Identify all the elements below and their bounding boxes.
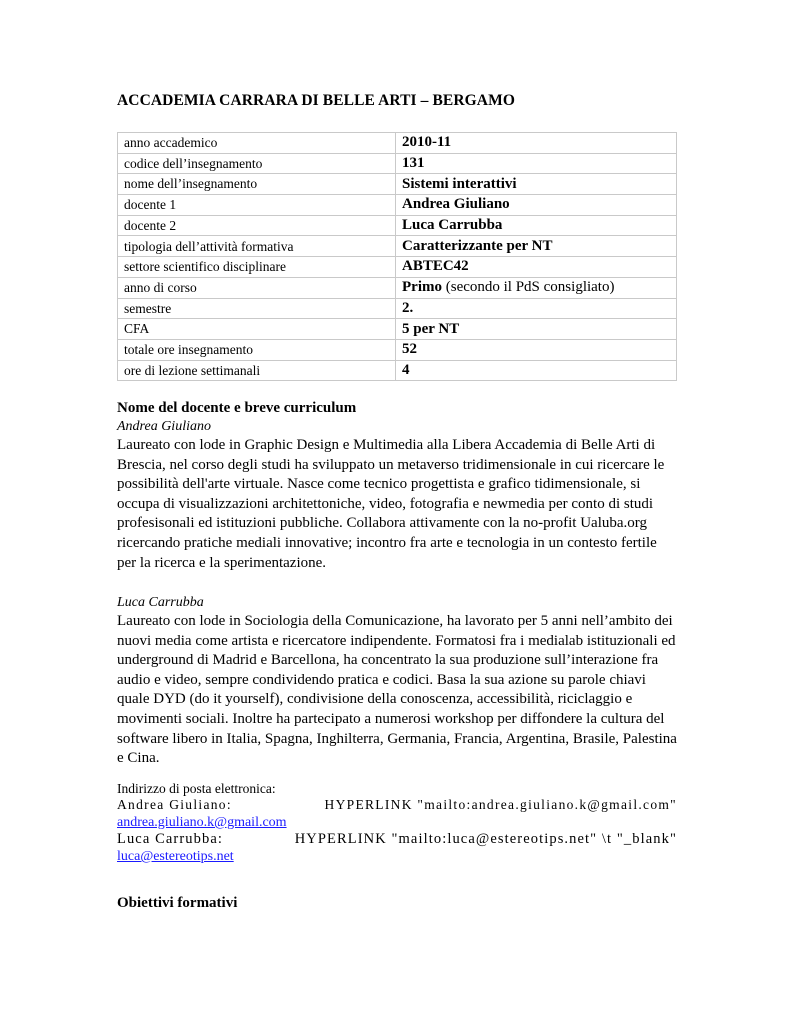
table-row xyxy=(118,174,677,195)
table-row xyxy=(118,215,677,236)
row-label: ore di lezione settimanali xyxy=(118,360,396,381)
table-row xyxy=(118,236,677,257)
row-value-main: Caratterizzante per NT xyxy=(402,237,553,254)
teacher2-section xyxy=(117,593,677,769)
row-label: anno accademico xyxy=(118,133,396,154)
document-title: ACCADEMIA CARRARA DI BELLE ARTI – BERGAMO xyxy=(117,92,515,109)
email-link-luca[interactable]: luca@estereotips.net xyxy=(117,849,234,864)
row-label: totale ore insegnamento xyxy=(118,339,396,360)
email-section xyxy=(117,781,677,865)
curriculum-section xyxy=(117,400,677,573)
row-value-main: 2010-11 xyxy=(402,134,452,151)
row-value xyxy=(396,153,677,174)
table-row xyxy=(118,153,677,174)
table-row xyxy=(118,277,677,298)
table-row xyxy=(118,339,677,360)
row-value-main: 4 xyxy=(402,361,410,378)
email-line-2-name: Luca Carrubba: xyxy=(117,831,223,847)
row-value-main: Primo xyxy=(402,279,442,296)
row-value xyxy=(396,236,677,257)
row-label: docente 1 xyxy=(118,195,396,216)
row-value xyxy=(396,174,677,195)
teacher1-bio: Laureato con lode in Graphic Design e Multimedia alla Libera Accademia di Belle Arti di Brescia, nel corso degli studi ha sviluppato un metaverso tridimensionale in cui ricercare le possibilità dell'arte virtuale. Nasce come tecnico progettista e grafico tidimensionale, si occupa di visualizzazioni architettoniche, video, fotografia e newmedia per conto di studi profesisonali ed istituzioni pubbliche. Collabora attivamente con la no-profit Ualuba.org ricercando pratiche mediali innovative; incontro fra arte e tecnologia in un contesto fertile per la ricerca e la sperimentazione. xyxy=(117,437,665,571)
objectives-heading: Obiettivi formativi xyxy=(117,895,238,911)
row-value xyxy=(396,215,677,236)
document-page xyxy=(117,92,677,911)
table-row xyxy=(118,319,677,340)
row-label: anno di corso xyxy=(118,277,396,298)
row-label: docente 2 xyxy=(118,215,396,236)
row-label: settore scientifico disciplinare xyxy=(118,257,396,278)
row-value xyxy=(396,277,677,298)
row-value xyxy=(396,257,677,278)
row-label: codice dell’insegnamento xyxy=(118,153,396,174)
email-link-andrea[interactable]: andrea.giuliano.k@gmail.com xyxy=(117,815,287,830)
row-value-main: 52 xyxy=(402,341,417,358)
table-row xyxy=(118,195,677,216)
row-value-main: 2. xyxy=(402,299,414,316)
table-row xyxy=(118,257,677,278)
email-line-1 xyxy=(117,797,677,813)
row-label: semestre xyxy=(118,298,396,319)
course-info-table xyxy=(117,132,677,381)
row-value xyxy=(396,339,677,360)
email-line-1-field: HYPERLINK "mailto:andrea.giuliano.k@gmail.com" xyxy=(324,797,677,812)
email-label: Indirizzo di posta elettronica: xyxy=(117,781,276,796)
email-line-2-field: HYPERLINK "mailto:luca@estereotips.net" \t "_blank" xyxy=(294,831,677,847)
objectives-section xyxy=(117,895,677,912)
row-value-main: 131 xyxy=(402,155,425,172)
row-value-main: Luca Carrubba xyxy=(402,217,503,234)
row-value xyxy=(396,195,677,216)
row-value xyxy=(396,133,677,154)
row-value-main: 5 per NT xyxy=(402,320,460,337)
teacher1-name: Andrea Giuliano xyxy=(117,419,211,434)
row-value-main: ABTEC42 xyxy=(402,258,469,275)
row-label: CFA xyxy=(118,319,396,340)
teacher2-name: Luca Carrubba xyxy=(117,595,204,610)
row-value xyxy=(396,298,677,319)
table-row xyxy=(118,298,677,319)
table-row xyxy=(118,133,677,154)
email-line-1-name: Andrea Giuliano: xyxy=(117,797,232,812)
curriculum-heading: Nome del docente e breve curriculum xyxy=(117,400,357,416)
row-label: nome dell’insegnamento xyxy=(118,174,396,195)
row-value xyxy=(396,319,677,340)
teacher2-bio: Laureato con lode in Sociologia della Comunicazione, ha lavorato per 5 anni nell’ambito dei nuovi media come artista e ricercatore indipendente. Formatosi fra i medialab istituzionali ed underground di Madrid e Barcellona, ha concentrato la sua produzione sull’interazione fra audio e video, sempre condividendo pratica e codici. Basa la sua azione su parole chiavi quale DYD (do it yourself), condivisione della conoscenza, accessibilità, riciclaggio e movimenti sociali. Inoltre ha partecipato a numerosi workshop per diffondere la cultura del software libero in Italia, Spagna, Inghilterra, Germania, Francia, Argentina, Brasile, Palestina e Cina. xyxy=(117,613,677,767)
email-line-2 xyxy=(117,831,677,847)
table-row xyxy=(118,360,677,381)
row-value-main: Sistemi interattivi xyxy=(402,175,517,192)
row-value-note: (secondo il PdS consigliato) xyxy=(441,279,615,296)
row-value-main: Andrea Giuliano xyxy=(402,196,510,213)
row-value xyxy=(396,360,677,381)
row-label: tipologia dell’attività formativa xyxy=(118,236,396,257)
